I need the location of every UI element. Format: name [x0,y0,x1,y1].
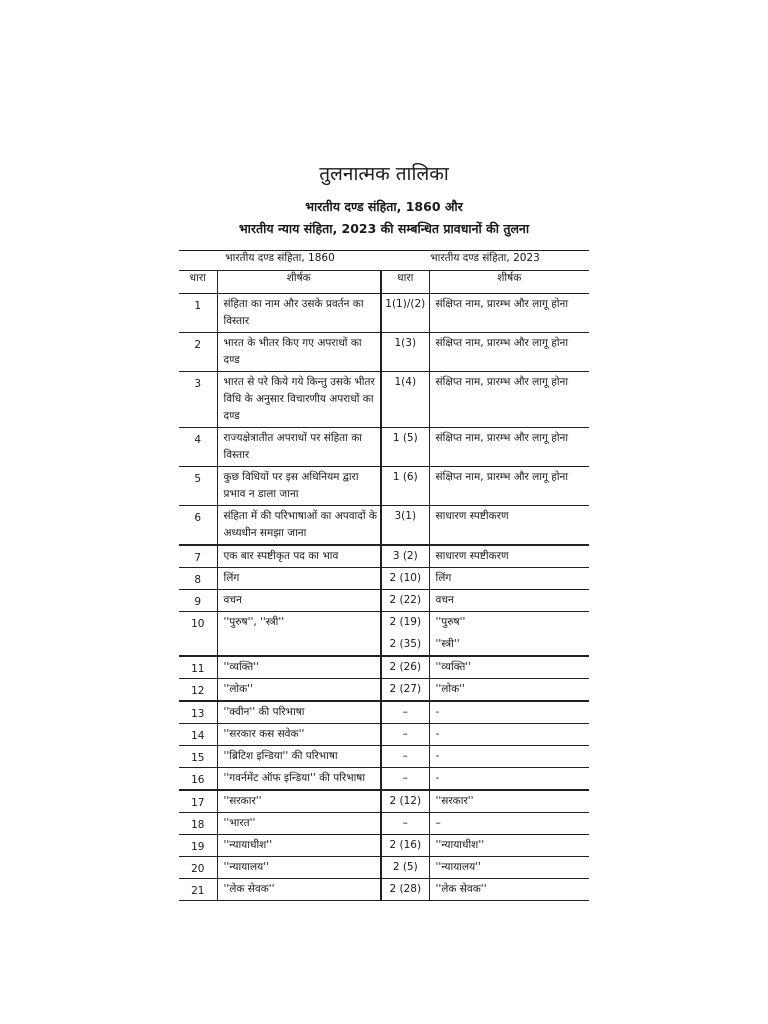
ipc-section: 9 [179,590,217,612]
subtitle-line-2: भारतीय न्याय संहिता, 2023 की सम्बन्धित प्रावधानों की तुलना [238,221,530,236]
ipc-section: 15 [179,746,217,768]
bns-section: 2 (19) [389,616,422,628]
ipc-section: 7 [179,545,217,568]
ipc-section: 11 [179,656,217,679]
table-row [179,857,589,879]
ipc-title: राज्यक्षेत्रातीत अपराधों पर संहिता का विस्तार [217,428,381,467]
ipc-section: 18 [179,813,217,835]
table-row [179,746,589,768]
ipc-title: एक बार स्पष्टीकृत पद का भाव [217,545,381,568]
bns-title: ''न्यायालय'' [429,857,589,879]
bns-section: – [381,701,429,724]
bns-title: ''पुरुष'' [435,616,466,628]
table-row [179,768,589,791]
table-row [179,679,589,702]
col-header-bns-section: धारा [381,271,429,294]
ipc-section: 19 [179,835,217,857]
ipc-section: 4 [179,428,217,467]
bns-title: ''लोक'' [429,679,589,702]
ipc-title: भारत के भीतर किए गए अपराधों का दण्ड [217,333,381,372]
bns-section: – [381,724,429,746]
ipc-section: 2 [179,333,217,372]
bns-section: – [381,746,429,768]
ipc-section: 1 [179,294,217,333]
bns-section: 2 (35) [389,638,422,650]
table-row [179,372,589,428]
ipc-title: ''व्यक्ति'' [217,656,381,679]
bns-title: लिंग [429,568,589,590]
ipc-title: कुछ विधियों पर इस अधिनियम द्वारा प्रभाव न डाला जाना [217,467,381,506]
bns-title: – [429,813,589,835]
bns-section: 1(1)/(2) [381,294,429,333]
ipc-section: 16 [179,768,217,791]
bns-section: 3 (2) [381,545,429,568]
ipc-section: 14 [179,724,217,746]
bns-title: - [429,701,589,724]
ipc-section: 13 [179,701,217,724]
bns-title: संक्षिप्त नाम, प्रारम्भ और लागू होना [429,333,589,372]
bns-title: ''सरकार'' [429,790,589,813]
bns-title: ''स्त्री'' [435,638,460,650]
ipc-title: भारत से परे किये गये किन्तु उसके भीतर विधि के अनुसार विचारणीय अपराधों का दण्ड [217,372,381,428]
bns-title: ''व्यक्ति'' [429,656,589,679]
bns-section: 1(4) [381,372,429,428]
ipc-title: संहिता में की परिभाषाओं का अपवादों के अध्यधीन समझा जाना [217,506,381,546]
bns-section: 3(1) [381,506,429,546]
table-row [179,612,589,657]
bns-title: वचन [429,590,589,612]
ipc-section: 3 [179,372,217,428]
table-row [179,568,589,590]
bns-section: 1(3) [381,333,429,372]
bns-section: 2 (26) [381,656,429,679]
ipc-title: संहिता का नाम और उसके प्रवर्तन का विस्तार [217,294,381,333]
ipc-title: ''न्यायाधीश'' [217,835,381,857]
table-row [179,294,589,333]
col-header-ipc-title: शीर्षक [217,271,381,294]
col-header-bns-title: शीर्षक [429,271,589,294]
bns-section: 2 (10) [381,568,429,590]
ipc-section: 5 [179,467,217,506]
ipc-section: 21 [179,879,217,901]
bns-title: साधारण स्पष्टीकरण [429,506,589,546]
ipc-title: ''न्यायालय'' [217,857,381,879]
table-row [179,590,589,612]
table-row [179,428,589,467]
bns-title: संक्षिप्त नाम, प्रारम्भ और लागू होना [429,467,589,506]
ipc-title: ''पुरुष'', ''स्त्री'' [217,612,381,657]
table-row [179,506,589,546]
subtitle-line-1: भारतीय दण्ड संहिता, 1860 और [305,199,463,214]
ipc-title: ''ब्रिटिश इन्डिया'' की परिभाषा [217,746,381,768]
act-old-label: भारतीय दण्ड संहिता, 1860 [179,251,381,271]
ipc-title: ''सरकार कस सवेक'' [217,724,381,746]
ipc-title: ''सरकार'' [217,790,381,813]
column-header-row [179,271,589,294]
ipc-title: ''गवर्नमेंट ऑफ इन्डिया'' की परिभाषा [217,768,381,791]
ipc-title: ''लेक सेवक'' [217,879,381,901]
table-row [179,813,589,835]
bns-section: – [381,768,429,791]
act-new-label: भारतीय दण्ड संहिता, 2023 [381,251,589,271]
comparison-table [179,250,589,901]
ipc-title: लिंग [217,568,381,590]
bns-title: संक्षिप्त नाम, प्रारम्भ और लागू होना [429,428,589,467]
ipc-title: ''लोक'' [217,679,381,702]
bns-title-group [429,612,589,657]
ipc-section: 8 [179,568,217,590]
ipc-section: 6 [179,506,217,546]
ipc-section: 17 [179,790,217,813]
bns-section: 2 (16) [381,835,429,857]
ipc-section: 12 [179,679,217,702]
table-row [179,656,589,679]
bns-section: – [381,813,429,835]
col-header-ipc-section: धारा [179,271,217,294]
bns-title: संक्षिप्त नाम, प्रारम्भ और लागू होना [429,294,589,333]
bns-title: - [429,724,589,746]
act-header-row [179,251,589,271]
table-row [179,333,589,372]
bns-title: संक्षिप्त नाम, प्रारम्भ और लागू होना [429,372,589,428]
ipc-title: वचन [217,590,381,612]
bns-section: 1 (5) [381,428,429,467]
ipc-title: ''भारत'' [217,813,381,835]
table-row [179,879,589,901]
ipc-section: 20 [179,857,217,879]
table-row [179,467,589,506]
table-row [179,545,589,568]
bns-section: 2 (27) [381,679,429,702]
table-row [179,701,589,724]
bns-section-group [381,612,429,657]
bns-section: 1 (6) [381,467,429,506]
table-row [179,724,589,746]
bns-section: 2 (5) [381,857,429,879]
ipc-title: ''क्वीन'' की परिभाषा [217,701,381,724]
table-row [179,835,589,857]
ipc-section: 10 [179,612,217,657]
bns-title: ''न्यायाधीश'' [429,835,589,857]
bns-title: - [429,768,589,791]
page-title: तुलनात्मक तालिका [319,163,449,185]
bns-section: 2 (28) [381,879,429,901]
bns-title: साधारण स्पष्टीकरण [429,545,589,568]
bns-section: 2 (12) [381,790,429,813]
bns-title: - [429,746,589,768]
table-row [179,790,589,813]
bns-title: ''लेक सेवक'' [429,879,589,901]
bns-section: 2 (22) [381,590,429,612]
